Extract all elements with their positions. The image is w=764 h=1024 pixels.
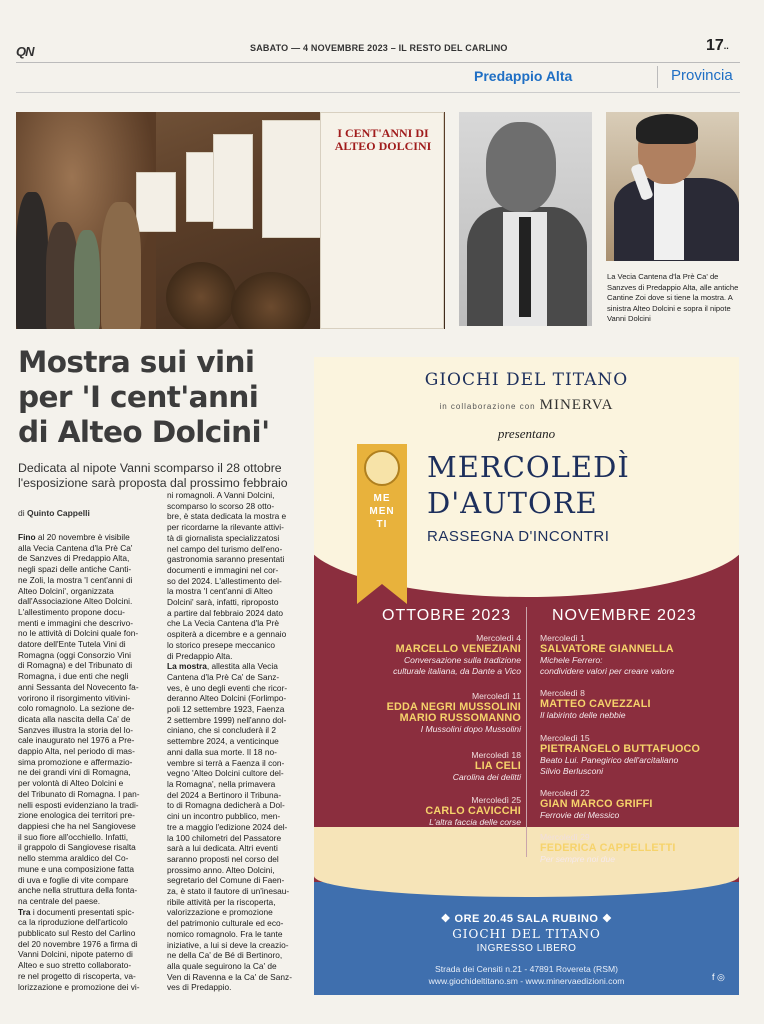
article-line: [18, 618, 163, 629]
article-line: [18, 767, 163, 778]
event-date: Mercoledì 11: [471, 691, 521, 701]
article-line: [167, 940, 307, 951]
line-text: negli spazi delle antiche Canti-: [18, 564, 132, 575]
line-text: ves di Predappio.: [167, 982, 232, 993]
event-date: Mercoledì 18: [471, 750, 521, 760]
article-line: [18, 832, 163, 843]
line-text: documenti e immagini nel cor-: [167, 564, 279, 575]
line-text: poli 12 settembre 1923, Faenza: [167, 704, 285, 715]
article-line: [167, 886, 307, 897]
event-entry: [321, 691, 521, 735]
section-rule: [16, 92, 740, 93]
line-text: nello stemma araldico del Co-: [18, 853, 129, 864]
line-text: lo storico presepe meccanico: [167, 639, 276, 650]
line-text: Vanni Dolcini, nipote paterno di: [18, 949, 133, 960]
line-text: del 20 novembre 1976 a firma di: [18, 938, 138, 949]
article-line: [18, 842, 163, 853]
article-line: [18, 907, 163, 918]
event-entry: [540, 733, 735, 777]
banner-text: [357, 492, 407, 531]
article-line: [167, 672, 307, 683]
ad-entry: INGRESSO LIBERO: [476, 943, 577, 954]
line-text: alla quale seguirono la Ca' de: [167, 960, 277, 971]
article-line: [167, 715, 307, 726]
line-text: cini un incontro pubblico, men-: [167, 811, 281, 822]
line-text: zione enologica dei territori pre-: [18, 810, 135, 821]
line-text: il grappolo di Sangiovese risalta: [18, 842, 136, 853]
event-speaker: MARIO RUSSOMANNO: [399, 712, 521, 724]
line-text: 2 settembre 1999) nell'anno dol-: [167, 714, 287, 725]
event-title: Silvio Berlusconi: [540, 766, 604, 776]
article-line: [167, 693, 307, 704]
line-text: Ven di Ravenna e la Ca' de Sanz-: [167, 971, 292, 982]
vanni-dolcini-photo: [606, 112, 739, 261]
line-text: tre a maggio l'edizione 2024 del-: [167, 821, 288, 832]
article-line: [18, 725, 163, 736]
line-text: anni dalla sua morte. Il 18 no-: [167, 746, 277, 757]
article-line: [18, 800, 163, 811]
article-line: [18, 917, 163, 928]
line-text: dappio Alta, nel periodo di mas-: [18, 746, 135, 757]
subhead-line: Dedicata al nipote Vanni scomparso il 28 ottobre: [18, 461, 282, 475]
headline-line: di Alteo Dolcini': [18, 415, 270, 449]
article-line: [18, 703, 163, 714]
article-line: [18, 543, 163, 554]
byline-prefix: di: [18, 508, 25, 518]
article-line: [167, 629, 307, 640]
article-line: [18, 949, 163, 960]
line-text: per ricordarne la rilevante attivi-: [167, 522, 284, 533]
event-speaker: MATTEO CAVEZZALI: [540, 698, 651, 710]
ad-time-venue: ❖ ORE 20.45 SALA RUBINO ❖: [440, 913, 613, 925]
banner-line: ME: [373, 493, 391, 504]
line-text: za, è stato il fautore di un'inesau-: [167, 886, 290, 897]
event-speaker: CARLO CAVICCHI: [425, 805, 521, 817]
article-line: [167, 768, 307, 779]
byline-author: Quinto Cappelli: [27, 508, 90, 518]
event-title: condividere valori per creare valore: [540, 666, 675, 676]
line-text: del patrimonio culturale ed eco-: [167, 918, 284, 929]
alteo-dolcini-photo: [459, 112, 592, 326]
article-line: [167, 950, 307, 961]
line-text: i documenti presentati spic-: [30, 906, 135, 917]
paragraph-lead: Tra: [18, 906, 31, 917]
article-line: [167, 875, 307, 886]
social-icons: f ◎: [712, 972, 725, 982]
article-line: [167, 982, 307, 993]
line-text: na centrale del paese.: [18, 895, 101, 906]
ad-present: presentano: [497, 426, 556, 441]
article-headline: [18, 345, 314, 450]
line-text: so del 2024. L'allestimento del-: [167, 575, 282, 586]
article-line: [18, 586, 163, 597]
article-line: [18, 553, 163, 564]
article-line: [167, 661, 307, 672]
line-text: deranno Alteo Dolcini (Forlimpo-: [167, 693, 287, 704]
article-line: [167, 736, 307, 747]
event-entry: [321, 795, 521, 828]
line-text: segretario del Comune di Faen-: [167, 875, 285, 886]
line-text: sima promozione e affermazio-: [18, 756, 133, 767]
paragraph-lead: Fino: [18, 532, 36, 542]
article-line: [18, 532, 163, 543]
memento-banner: [357, 444, 407, 584]
line-text: vorirono il risorgimento vitivini-: [18, 692, 131, 703]
line-text: ca la riproduzione dell'articolo: [18, 917, 128, 928]
ad-collab-partner: MINERVA: [539, 397, 614, 413]
line-text: al 20 novembre è visibile: [35, 532, 130, 542]
event-entry: [540, 788, 735, 821]
line-text: del Tribunato di Romagna. I pan-: [18, 788, 140, 799]
event-title: Il labirinto delle nebbie: [540, 710, 626, 720]
article-line: [18, 875, 163, 886]
line-text: anni Sessanta del Novecento fa-: [18, 681, 139, 692]
line-text: vegno 'Alteo Dolcini cultore del-: [167, 768, 284, 779]
article-line: [18, 971, 163, 982]
event-title: I Mussolini dopo Mussolini: [420, 724, 521, 734]
line-text: del 2024 a Bertinoro il Tribuna-: [167, 789, 282, 800]
ad-title-line1: MERCOLEDÌ: [427, 450, 630, 484]
article-line: [167, 640, 307, 651]
line-text: de Sanzves di Predappio Alta,: [18, 553, 130, 564]
dateline: SABATO — 4 NOVEMBRE 2023 – IL RESTO DEL CARLINO: [250, 43, 508, 53]
article-subhead: [18, 461, 310, 491]
article-line: [167, 758, 307, 769]
line-text: ne dei grandi vini di Romagna,: [18, 767, 131, 778]
article-line: [167, 811, 307, 822]
line-text: mune e una composizione fatta: [18, 863, 134, 874]
article-line: [167, 651, 307, 662]
paragraph-lead: La mostra: [167, 661, 207, 672]
event-title: Per sempre noi due: [540, 854, 615, 864]
event-title: Conversazione sulla tradizione: [403, 655, 521, 665]
article-line: [167, 544, 307, 555]
line-text: nomico romagnolo. Fra le tante: [167, 928, 283, 939]
line-text: ne della Ca' de Bé di Bertinoro,: [167, 950, 283, 961]
byline: [18, 508, 90, 518]
line-text: anche nella struttura della fonta-: [18, 885, 138, 896]
line-text: il suo fiore all'occhiello. Infatti,: [18, 831, 129, 842]
article-line: [167, 501, 307, 512]
article-line: [18, 810, 163, 821]
page-number-dots: ..: [723, 40, 729, 51]
line-text: ciniano, che si concluderà il 2: [167, 725, 276, 736]
line-text: saranno proposti nel corso del: [167, 853, 279, 864]
article-line: [18, 650, 163, 661]
article-line: [18, 864, 163, 875]
article-line: [167, 704, 307, 715]
line-text: gastronomia saranno presentati: [167, 554, 285, 565]
coin-icon: [364, 450, 400, 486]
article-line: [167, 511, 307, 522]
article-line: [167, 865, 307, 876]
article-column-1: [18, 532, 163, 992]
newspaper-logo: QN: [16, 44, 34, 59]
article-line: [18, 757, 163, 768]
line-text: alla Vecia Cantena d'la Prè Ca': [18, 542, 133, 553]
line-text: Sanzves illustra la storia del lo-: [18, 724, 134, 735]
line-text: che La Vecia Cantena d'la Prè: [167, 618, 279, 629]
article-line: [18, 564, 163, 575]
line-text: scomparso lo scorso 28 otto-: [167, 500, 275, 511]
event-date: Mercoledì 25: [471, 795, 521, 805]
article-line: [18, 982, 163, 993]
month-november: NOVEMBRE 2023: [552, 607, 697, 624]
line-text: L'allestimento propone docu-: [18, 606, 125, 617]
line-text: Romagna, i due enti che negli: [18, 671, 129, 682]
article-line: [167, 907, 307, 918]
line-text: Alteo Dolcini', organizzata: [18, 585, 114, 596]
line-text: la 100 chilometri del Passatore: [167, 832, 282, 843]
event-entry: [540, 633, 735, 677]
article-line: [18, 960, 163, 971]
ad-footer: [314, 912, 739, 986]
province-label: Provincia: [671, 67, 733, 84]
ad-footer-logo: GIOCHI DEL TITANO: [452, 927, 601, 941]
article-line: [18, 596, 163, 607]
poster-title: I CENT'ANNI DI ALTEO DOLCINI: [334, 126, 432, 154]
article-line: [167, 972, 307, 983]
advertisement: [314, 357, 739, 995]
line-text: to di Romagna dedicherà a Dol-: [167, 800, 285, 811]
article-line: [167, 725, 307, 736]
event-speaker: LIA CELI: [474, 760, 521, 772]
line-text: ni romagnoli. A Vanni Dolcini,: [167, 490, 275, 500]
line-text: nel campo del turismo dell'eno-: [167, 543, 283, 554]
event-entry: [540, 688, 735, 721]
event-entry: [321, 633, 521, 677]
headline-line: per 'I cent'anni: [18, 380, 259, 414]
article-line: [167, 608, 307, 619]
article-line: [167, 961, 307, 972]
article-line: [18, 939, 163, 950]
article-line: [167, 618, 307, 629]
article-line: [167, 565, 307, 576]
event-title: culturale italiana, da Dante a Vico: [393, 666, 521, 676]
article-line: [167, 779, 307, 790]
page-number: [706, 37, 729, 55]
event-speaker: PIETRANGELO BUTTAFUOCO: [540, 743, 701, 755]
ad-subtitle: RASSEGNA D'INCONTRI: [427, 528, 610, 545]
article-line: [167, 522, 307, 533]
ad-title-line2: D'AUTORE: [427, 486, 598, 520]
event-date: Mercoledì 15: [540, 733, 590, 743]
article-column-2: [167, 490, 307, 993]
article-line: [167, 576, 307, 587]
line-text: settembre 2024, a venticinque: [167, 736, 279, 747]
line-text: Romagna (oggi Consorzio Vini: [18, 649, 132, 660]
article-line: [167, 554, 307, 565]
article-line: [18, 928, 163, 939]
article-line: [18, 714, 163, 725]
headline-line: Mostra sui vini: [18, 345, 255, 379]
line-text: Dolcini' sarà, infatti, riproposto: [167, 597, 279, 608]
article-line: [167, 790, 307, 801]
cellar-exhibition-photo: [16, 112, 445, 329]
event-title: Beato Lui. Panegirico dell'arcitaliano: [540, 755, 679, 765]
line-text: prossimo anno. Alteo Dolcini,: [167, 864, 275, 875]
line-text: la Romagna', nella primavera: [167, 778, 276, 789]
event-title: L'altra faccia delle corse: [429, 817, 521, 827]
article-line: [18, 682, 163, 693]
article-line: [18, 639, 163, 650]
event-title: Ferrovie del Messico: [540, 810, 620, 820]
article-line: [18, 821, 163, 832]
event-speaker: FEDERICA CAPPELLETTI: [540, 842, 676, 854]
line-text: nelli esposti evidenziano la tradi-: [18, 799, 139, 810]
line-text: bre, è stata dedicata la mostra e: [167, 511, 287, 522]
ad-logo: GIOCHI DEL TITANO: [424, 370, 629, 390]
event-entry: [540, 832, 735, 865]
month-divider: [526, 607, 527, 857]
line-text: ne Zoli, la mostra 'I cent'anni di: [18, 574, 133, 585]
header-rule: [16, 62, 740, 63]
line-text: , allestita alla Vecia: [206, 661, 278, 672]
line-text: no le attività di Dolcini quale fon-: [18, 628, 139, 639]
line-text: la mostra 'I cent'anni di Alteo: [167, 586, 273, 597]
article-line: [18, 660, 163, 671]
article-line: [167, 854, 307, 865]
event-date: Mercoledì 1: [540, 633, 585, 643]
line-text: ves, è uno degli eventi che ricor-: [167, 682, 288, 693]
article-line: [18, 853, 163, 864]
article-line: [167, 822, 307, 833]
article-line: [18, 575, 163, 586]
line-text: dall'Associazione Alteo Dolcini.: [18, 596, 133, 607]
event-date: Mercoledì 4: [476, 633, 521, 643]
month-october: OTTOBRE 2023: [382, 607, 512, 624]
event-date: Mercoledì 22: [540, 788, 590, 798]
article-line: [167, 843, 307, 854]
event-date: Mercoledì 8: [540, 688, 585, 698]
article-line: [167, 586, 307, 597]
line-text: sarà a lui dedicata. Altri eventi: [167, 843, 278, 854]
line-text: a partire dal febbraio 2024 dato: [167, 607, 283, 618]
line-text: di Predappio Alta.: [167, 650, 233, 661]
line-text: ospiterà a dicembre e a gennaio: [167, 629, 287, 640]
line-text: Cantena d'la Prè Ca' de Sanz-: [167, 671, 280, 682]
article-line: [167, 747, 307, 758]
subhead-line: l'esposizione sarà proposta dal prossimo febbraio: [18, 476, 288, 490]
article-line: [18, 896, 163, 907]
article-line: [18, 778, 163, 789]
banner-line: MEN: [369, 506, 395, 517]
article-line: [167, 490, 307, 501]
line-text: datore dell'Ente Tutela Vini di: [18, 639, 126, 650]
article-line: [167, 897, 307, 908]
banner-line: TI: [376, 519, 388, 530]
ad-collab-prefix: in collaborazione con: [439, 402, 536, 411]
line-text: dicata alla nascita della Ca' de: [18, 713, 131, 724]
line-text: colo romagnolo. La sezione de-: [18, 703, 135, 714]
article-line: [167, 597, 307, 608]
ad-address: Strada dei Censiti n.21 - 47891 Rovereta (RSM): [435, 964, 618, 974]
article-line: [167, 800, 307, 811]
page-number-value: 17: [706, 37, 724, 54]
event-title: Carolina dei delitti: [452, 772, 521, 782]
line-text: pubblicato sul Resto del Carlino: [18, 928, 136, 939]
line-text: vembre si terrà a Faenza il con-: [167, 757, 285, 768]
line-text: valorizzazione e promozione: [167, 907, 273, 918]
section-divider: [657, 66, 658, 88]
article-line: [167, 929, 307, 940]
article-line: [167, 683, 307, 694]
article-line: [18, 671, 163, 682]
article-line: [167, 918, 307, 929]
article-line: [18, 693, 163, 704]
line-text: iniziative, a lui si deve la creazio-: [167, 939, 289, 950]
line-text: Alteo e suo stretto collaborato-: [18, 960, 132, 971]
article-line: [18, 628, 163, 639]
line-text: lorizzazione e promozione dei vi-: [18, 981, 140, 992]
article-line: [18, 746, 163, 757]
ad-collab: [314, 397, 739, 414]
event-date: Mercoledì 29: [540, 832, 590, 842]
event-speaker: EDDA NEGRI MUSSOLINI: [386, 701, 521, 713]
article-line: [18, 735, 163, 746]
photo-caption: La Vecia Cantena d'la Prè Ca' de Sanzves di Predappio Alta, alle antiche Cantine Zoi dove si tiene la mostra. A sinistra Alteo Dolcini e sopra il nipote Vanni Dolcini: [607, 272, 739, 324]
line-text: ribile attività per la riscoperta,: [167, 896, 276, 907]
article-line: [18, 885, 163, 896]
event-speaker: SALVATORE GIANNELLA: [540, 643, 674, 655]
article-line: [18, 789, 163, 800]
line-text: di uva e foglie di vite compare: [18, 874, 129, 885]
line-text: di Romagna) e del Tribunato di: [18, 660, 133, 671]
line-text: tà di giornalista specializzatosi: [167, 532, 280, 543]
event-speaker: GIAN MARCO GRIFFI: [540, 798, 653, 810]
line-text: cale inaugurato nel 1976 a Pre-: [18, 735, 135, 746]
event-title: Michele Ferrero:: [540, 655, 603, 665]
event-entry: [321, 750, 521, 783]
article-line: [18, 607, 163, 618]
ad-websites: www.giochideltitano.sm - www.minervaedizioni.com: [428, 976, 625, 986]
article-line: [167, 833, 307, 844]
line-text: menti e immagini che descrivo-: [18, 617, 133, 628]
article-line: [167, 533, 307, 544]
line-text: dappiesi che ha nel Sangiovese: [18, 820, 136, 831]
line-text: re nel progetto di riscoperta, va-: [18, 970, 136, 981]
line-text: per volontà di Alteo Dolcini e: [18, 778, 124, 789]
event-speaker: MARCELLO VENEZIANI: [395, 643, 521, 655]
section-title: Predappio Alta: [474, 68, 573, 84]
